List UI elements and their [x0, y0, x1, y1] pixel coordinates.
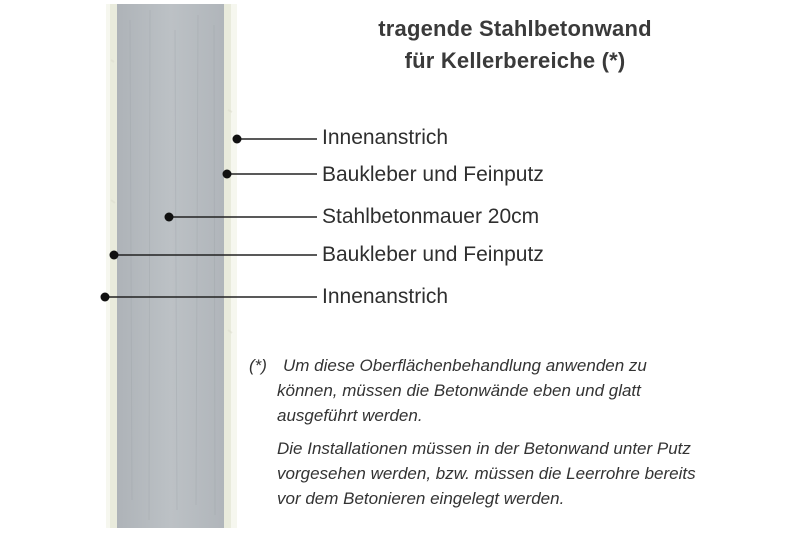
- layer-label-innenanstrich-1: Innenanstrich: [322, 126, 449, 149]
- paint-layer-right: [231, 4, 237, 528]
- footnote-line-5: vorgesehen werden, bzw. müssen die Leerrohre bereits: [277, 464, 696, 483]
- concrete-wall: [117, 4, 225, 528]
- footnote-line-2: können, müssen die Betonwände eben und glatt: [277, 381, 641, 400]
- diagram-title-line1: tragende Stahlbetonwand: [378, 16, 652, 41]
- plaster-layer-left: [110, 4, 118, 528]
- footnote-line-4: Die Installationen müssen in der Betonwand unter Putz: [277, 439, 691, 458]
- footnote-line-3: ausgeführt werden.: [277, 406, 423, 425]
- layer-label-innenanstrich-2: Innenanstrich: [322, 285, 449, 308]
- diagram-title-line2: für Kellerbereiche (*): [404, 48, 626, 73]
- footnote-marker: (*): [249, 356, 267, 375]
- layer-label-stahlbetonmauer: Stahlbetonmauer 20cm: [322, 205, 540, 228]
- layer-label-baukleber-1: Baukleber und Feinputz: [322, 163, 544, 186]
- footnote-line-1: Um diese Oberflächenbehandlung anwenden zu: [283, 356, 647, 375]
- footnote-line-6: vor dem Betonieren eingelegt werden.: [277, 489, 565, 508]
- plaster-layer-right: [224, 4, 232, 528]
- leader-innenanstrich-right: [233, 135, 318, 144]
- layer-label-baukleber-2: Baukleber und Feinputz: [322, 243, 544, 266]
